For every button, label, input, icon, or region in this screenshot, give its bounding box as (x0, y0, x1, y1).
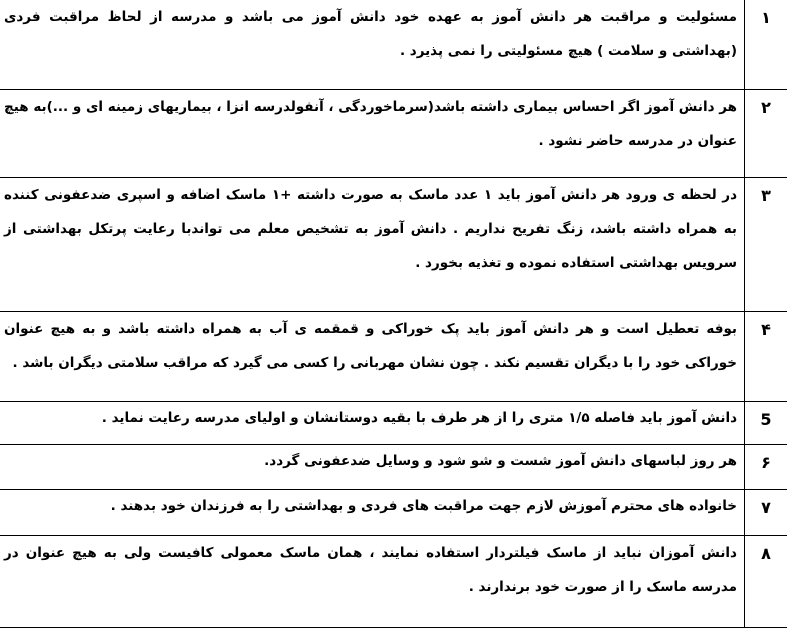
rule-text: در لحظه ی ورود هر دانش آموز باید ۱ عدد ماسک به صورت داشته +۱ ماسک اضافه و اسپری ضدعفونی کننده به همراه داشته باشد، زنگ تفریح نداریم . دانش آموز به تشخیص معلم می تواندبا رعایت پرتکل بهداشتی از سرویس بهداشتی استفاده نموده و تغذیه بخورد . (0, 177, 745, 311)
row-number: ۶ (745, 444, 787, 489)
table-row (0, 401, 787, 444)
row-number: ۷ (745, 489, 787, 535)
rule-text: هر دانش آموز اگر احساس بیماری داشته باشد(سرماخوردگی ، آنفولدرسه انزا ، بیماریهای زمینه ای و ...)به هیچ عنوان در مدرسه حاضر نشود . (0, 89, 745, 177)
rule-text: خانواده های محترم آموزش لازم جهت مراقبت های فردی و بهداشتی را به فرزندان خود بدهند . (0, 489, 745, 535)
row-number: ۴ (745, 311, 787, 401)
rule-text: هر روز لباسهای دانش آموز شست و شو شود و وسایل ضدعفونی گردد. (0, 444, 745, 489)
table-row (0, 177, 787, 311)
row-number: 5 (745, 401, 787, 444)
rule-text: دانش آموزان نباید از ماسک فیلتردار استفاده نمایند ، همان ماسک معمولی کافیست ولی به هیچ عنوان در مدرسه ماسک را از صورت خود برندارند . (0, 535, 745, 627)
row-number: ۲ (745, 89, 787, 177)
rule-text: دانش آموز باید فاصله ۱/۵ متری را از هر طرف با بقیه دوستانشان و اولیای مدرسه رعایت نماید . (0, 401, 745, 444)
rule-text: بوفه تعطیل است و هر دانش آموز باید پک خوراکی و قمقمه ی آب به همراه داشته باشد و به هیچ عنوان خوراکی خود را با دیگران تقسیم نکند . چون نشان مهربانی را کسی می گیرد که مراقب سلامتی دیگران باشد . (0, 311, 745, 401)
table-row (0, 444, 787, 489)
rule-text: مسئولیت و مراقبت هر دانش آموز به عهده خود دانش آموز می باشد و مدرسه از لحاظ مراقبت فردی (بهداشتی و سلامت ) هیچ مسئولیتی را نمی پذیرد . (0, 0, 745, 89)
table-row (0, 311, 787, 401)
table-row (0, 0, 787, 89)
row-number: ۱ (745, 0, 787, 89)
row-number: ۳ (745, 177, 787, 311)
table-row (0, 535, 787, 627)
table-row (0, 89, 787, 177)
row-number: ۸ (745, 535, 787, 627)
table-row (0, 489, 787, 535)
